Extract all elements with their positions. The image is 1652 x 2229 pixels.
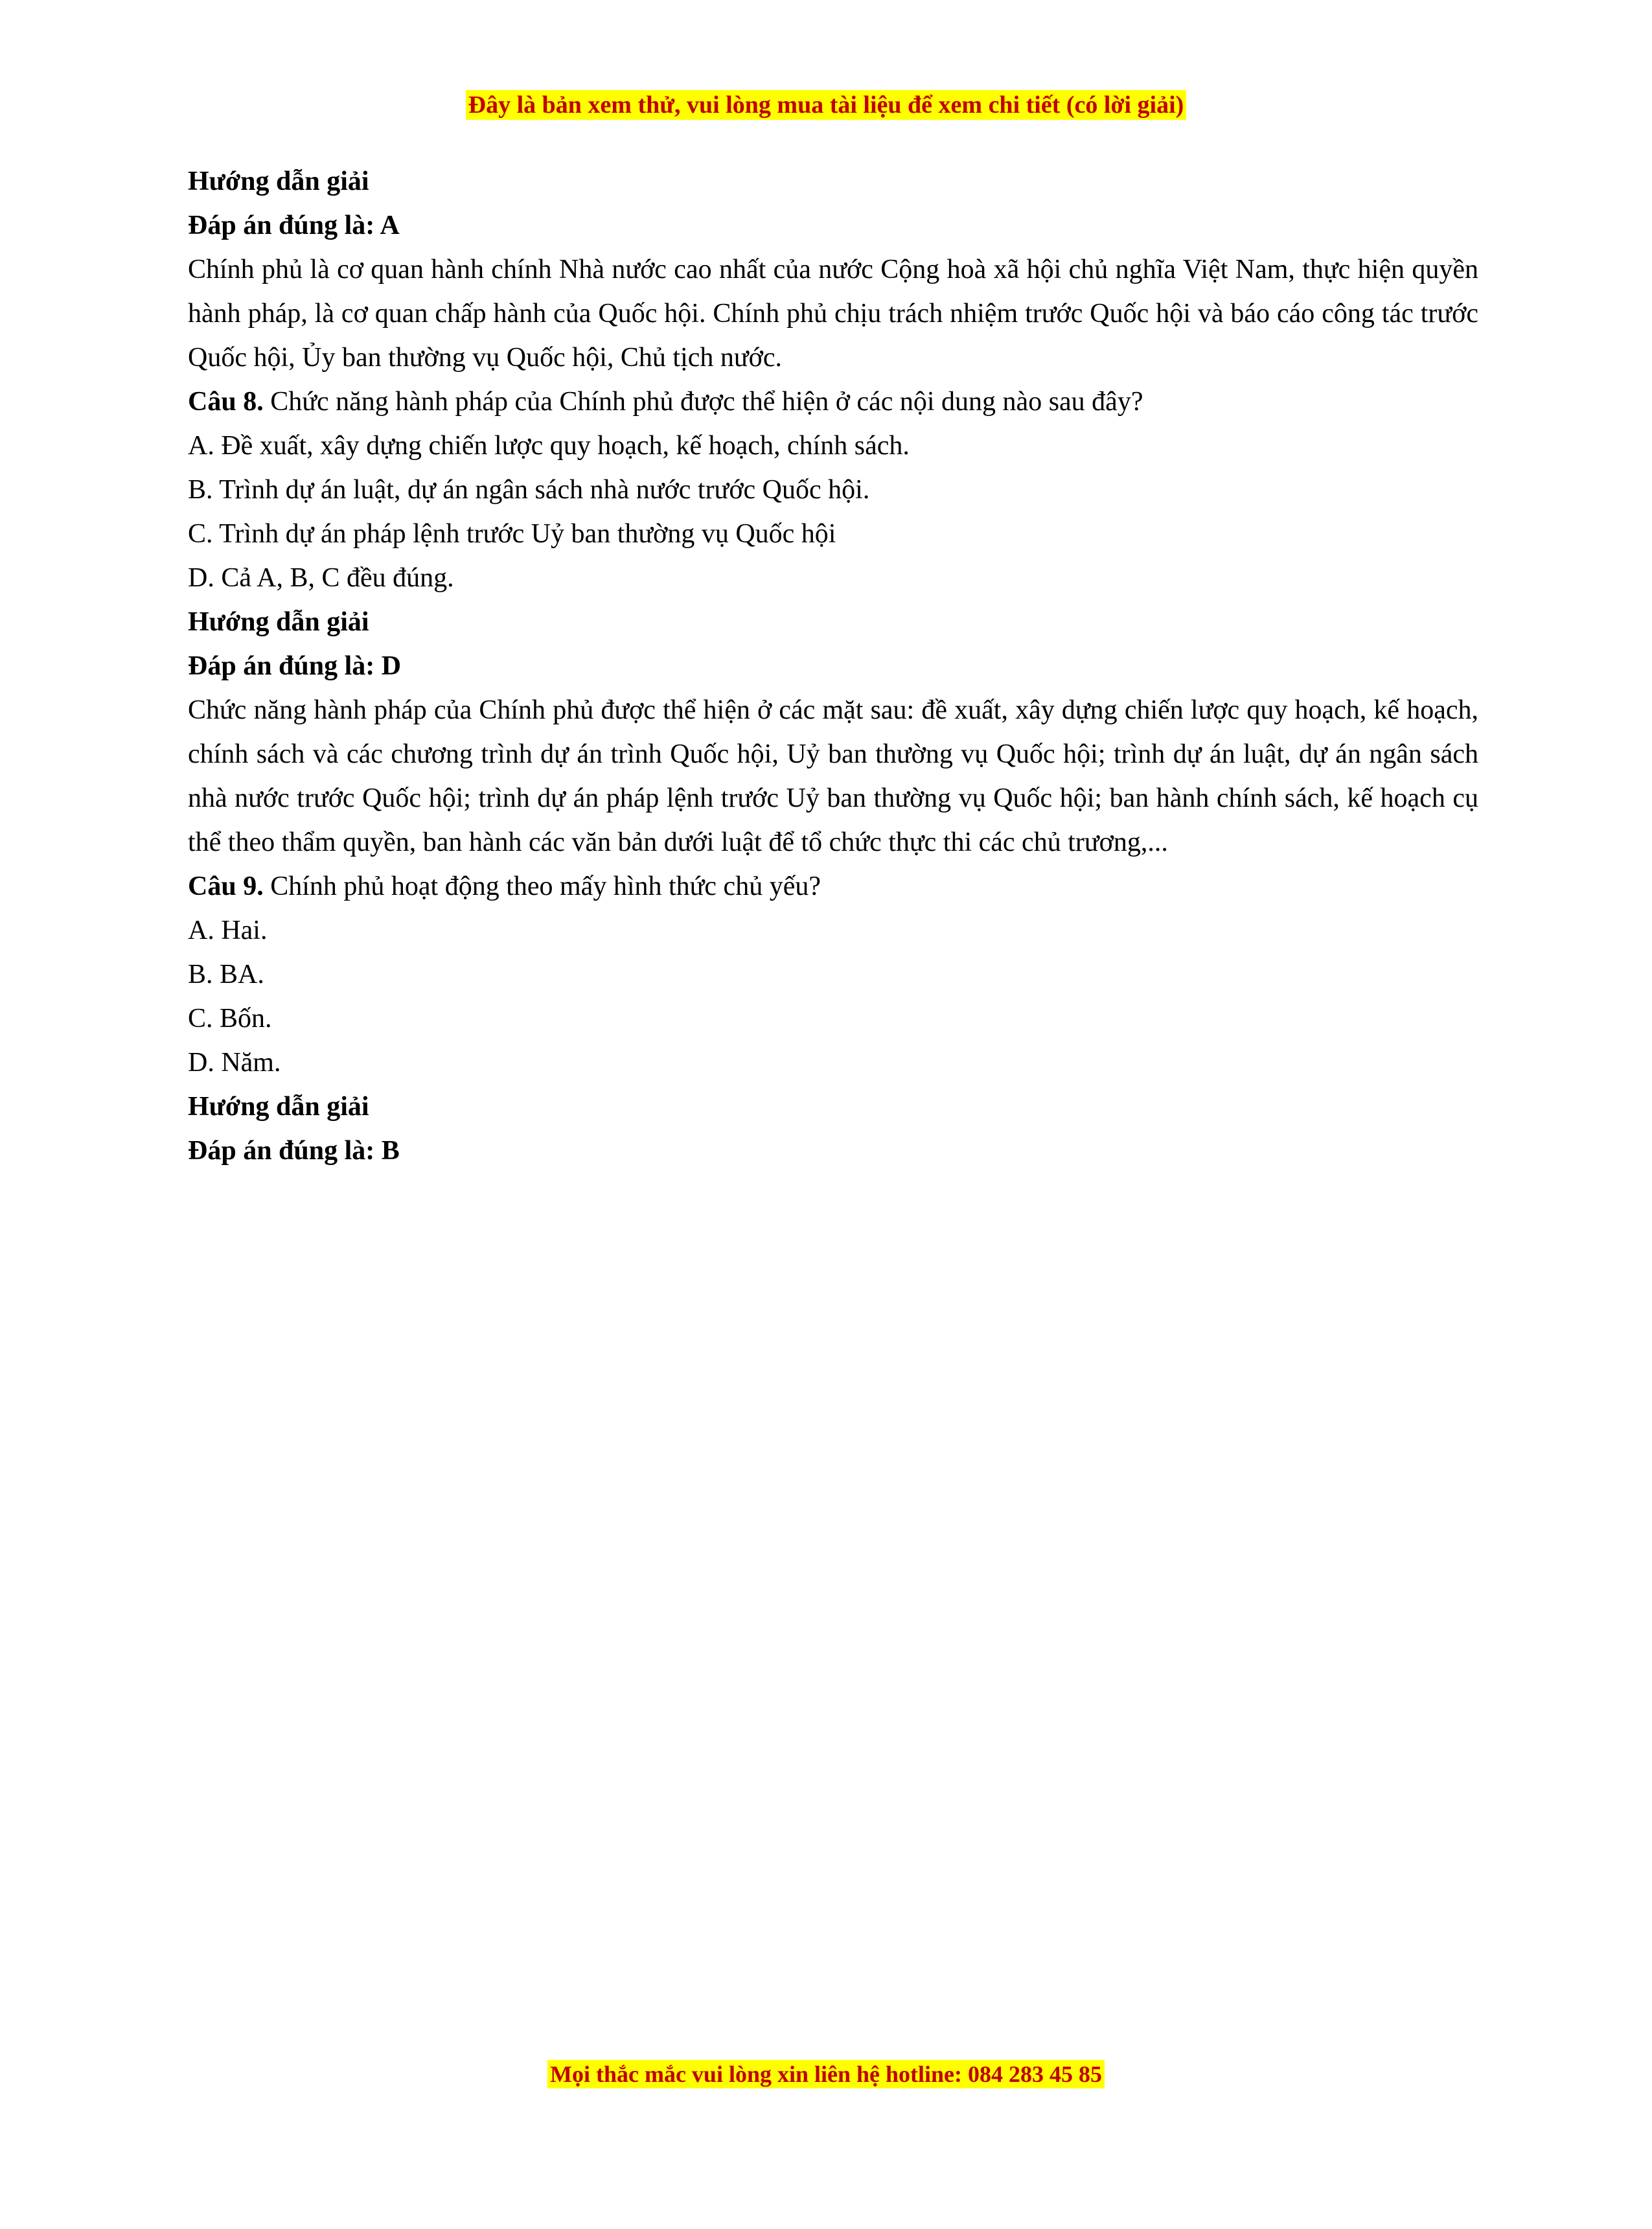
question-8-text: Chức năng hành pháp của Chính phủ được thể hiện ở các nội dung nào sau đây?: [263, 386, 1143, 417]
answer-heading-3: Đáp án đúng là: B: [188, 1136, 400, 1166]
guide-heading-3: Hướng dẫn giải: [188, 1092, 369, 1122]
q8-option-b: B. Trình dự án luật, dự án ngân sách nhà nước trước Quốc hội.: [188, 474, 870, 505]
q8-option-a: A. Đề xuất, xây dựng chiến lược quy hoạch, kế hoạch, chính sách.: [188, 430, 910, 461]
q8-option-c: C. Trình dự án pháp lệnh trước Uỷ ban thường vụ Quốc hội: [188, 518, 836, 549]
answer-heading-2: Đáp án đúng là: D: [188, 651, 402, 681]
question-8-label: Câu 8.: [188, 386, 264, 417]
answer-heading-1: Đáp án đúng là: A: [188, 210, 400, 240]
q9-option-a: A. Hai.: [188, 916, 268, 946]
header-notice-text: Đây là bản xem thử, vui lòng mua tài liệu để xem chi tiết (có lời giải): [466, 90, 1187, 120]
header-notice-banner: [0, 91, 1652, 121]
footer-notice-banner: [0, 2061, 1652, 2088]
q9-option-b: B. BA.: [188, 960, 264, 990]
question-9: [188, 864, 1478, 908]
q9-option-d: D. Năm.: [188, 1048, 281, 1078]
document-page: [0, 91, 1652, 2229]
guide-heading-2: Hướng dẫn giải: [188, 606, 369, 637]
question-9-label: Câu 9.: [188, 872, 264, 902]
question-9-text: Chính phủ hoạt động theo mấy hình thức chủ yếu?: [263, 872, 821, 902]
q9-option-c: C. Bốn.: [188, 1004, 272, 1034]
guide-heading-1: Hướng dẫn giải: [188, 166, 369, 196]
question-8: [188, 380, 1478, 424]
q8-option-d: D. Cả A, B, C đều đúng.: [188, 562, 454, 593]
document-body: [0, 159, 1652, 1173]
explanation-paragraph-1: Chính phủ là cơ quan hành chính Nhà nước cao nhất của nước Cộng hoà xã hội chủ nghĩa Việt Nam, thực hiện quyền hành pháp, là cơ quan chấp hành của Quốc hội. Chính phủ chịu trách nhiệm trước Quốc hội và báo cáo công tác trước Quốc hội, Ủy ban thường vụ Quốc hội, Chủ tịch nước.: [188, 254, 1478, 373]
footer-notice-text: Mọi thắc mắc vui lòng xin liên hệ hotline: 084 283 45 85: [547, 2060, 1105, 2088]
explanation-paragraph-2: Chức năng hành pháp của Chính phủ được thể hiện ở các mặt sau: đề xuất, xây dựng chiến lược quy hoạch, kế hoạch, chính sách và các chương trình dự án trình Quốc hội, Uỷ ban thường vụ Quốc hội; trình dự án luật, dự án ngân sách nhà nước trước Quốc hội; trình dự án pháp lệnh trước Uỷ ban thường vụ Quốc hội; ban hành chính sách, kế hoạch cụ thể theo thẩm quyền, ban hành các văn bản dưới luật để tổ chức thực thi các chủ trương,...: [188, 695, 1478, 858]
